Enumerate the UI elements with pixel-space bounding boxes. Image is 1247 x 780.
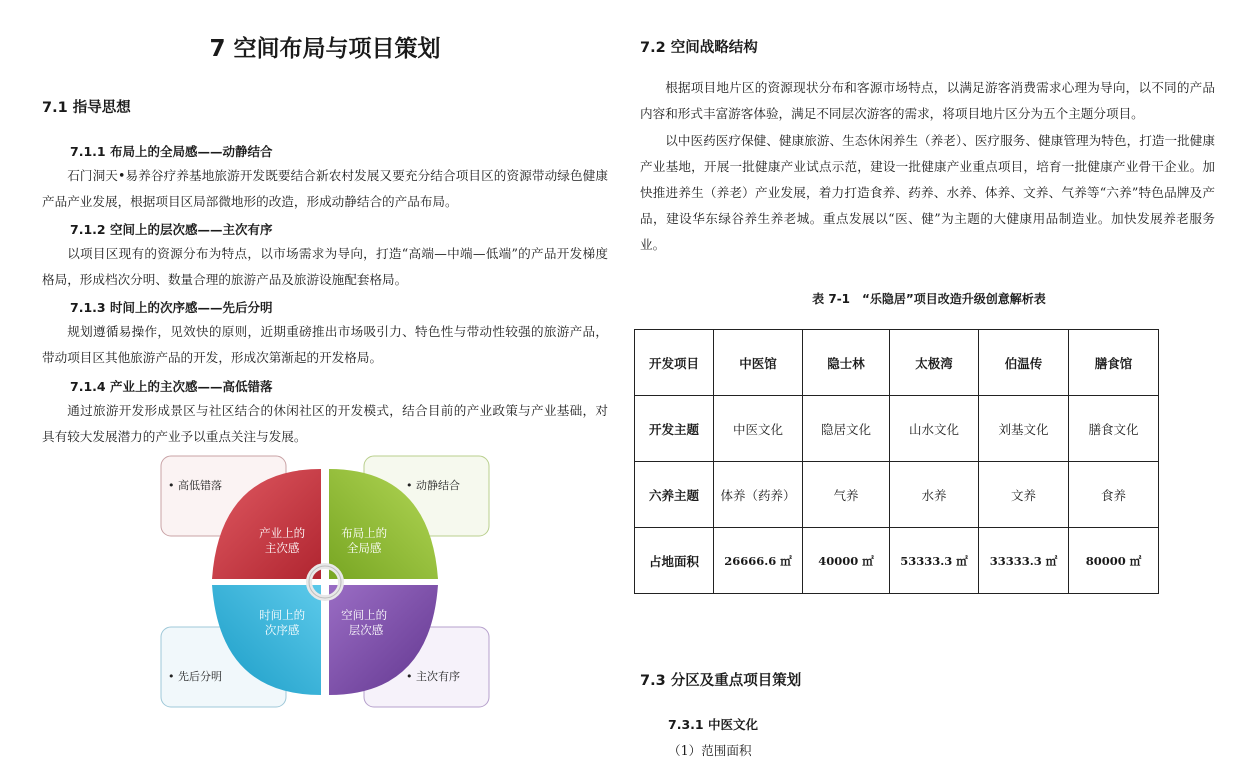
s711-text: 石门洞天•易养谷疗养基地旅游开发既要结合新农村发展又要充分结合项目区的资源带动绿色健康产品产业发展，根据项目区局部微地形的改造，形成动静结合的产品布局。 (42, 168, 608, 209)
q-tl-line2: 主次感 (264, 541, 300, 555)
s713-text: 规划遵循易操作，见效快的原则，近期重磅推出市场吸引力、特色性与带动性较强的旅游产品，带动项目区其他旅游产品的开发，形成次第渐起的开发格局。 (42, 324, 608, 365)
q-tr-line2: 全局感 (346, 541, 382, 555)
box-bl-label: • 先后分明 (168, 670, 222, 683)
q-br-line2: 层次感 (348, 623, 384, 637)
q-tl-line1: 产业上的 (259, 526, 306, 540)
box-tr-label: • 动静结合 (406, 479, 460, 492)
table-cell: 刘基文化 (979, 396, 1069, 462)
section-7-2-heading: 7.2 空间战略结构 (640, 40, 758, 56)
table-cell: 80000 ㎡ (1069, 528, 1159, 594)
table-row (635, 528, 1159, 594)
table-cell: 六养主题 (635, 462, 714, 528)
four-quadrant-diagram (160, 455, 492, 711)
s713-heading: 7.1.3 时间上的次序感——先后分明 (70, 300, 273, 315)
section-7-2-paragraph-1: 根据项目地片区的资源现状分布和客源市场特点，以满足游客消费需求心理为导向，以不同的产品内容和形式丰富游客体验，满足不同层次游客的需求，将项目地片区分为五个主题分项目。 (640, 80, 1215, 121)
table-cell: 隐士林 (803, 330, 890, 396)
s714-text: 通过旅游开发形成景区与社区结合的休闲社区的开发模式，结合目前的产业政策与产业基础，对具有较大发展潜力的产业予以重点关注与发展。 (42, 403, 608, 444)
table-cell: 膳食馆 (1069, 330, 1159, 396)
project-table (634, 329, 1159, 594)
table-cell: 隐居文化 (803, 396, 890, 462)
table-cell: 太极湾 (890, 330, 979, 396)
table-cell: 开发主题 (635, 396, 714, 462)
table-cell: 膳食文化 (1069, 396, 1159, 462)
table-row (635, 462, 1159, 528)
table-cell: 体养（药养） (714, 462, 803, 528)
s731-heading: 7.3.1 中医文化 (668, 717, 758, 732)
table-cell: 26666.6 ㎡ (714, 528, 803, 594)
box-tl-label: • 高低错落 (168, 479, 222, 492)
table-row (635, 396, 1159, 462)
s714-heading: 7.1.4 产业上的主次感——高低错落 (70, 379, 273, 394)
s711-heading: 7.1.1 布局上的全局感——动静结合 (70, 144, 273, 159)
svg-text:产业上的 主次感 布局上的 全局感 (259, 526, 391, 637)
table-cell: 开发项目 (635, 330, 714, 396)
table-cell: 33333.3 ㎡ (979, 528, 1069, 594)
section-7-2-paragraph-2: 以中医药医疗保健、健康旅游、生态休闲养生（养老）、医疗服务、健康管理为特色，打造一批健康产业基地，开展一批健康产业试点示范，建设一批健康产业重点项目，培育一批健康产业骨干企业。加快推进养生（养老）产业发展，着力打造食养、药养、水养、体养、文养、气养等“六养”特色品牌及产品，建设华东绿谷养生养老城。重点发展以“医、健”为主题的大健康用品制造业。加快发展养老服务业。 (640, 133, 1215, 252)
section-7-3-heading: 7.3 分区及重点项目策划 (640, 673, 802, 689)
table-row (635, 330, 1159, 396)
table-cell: 中医馆 (714, 330, 803, 396)
table-cell: 中医文化 (714, 396, 803, 462)
section-7-1-heading: 7.1 指导思想 (42, 100, 131, 116)
q-bl-line2: 次序感 (264, 623, 300, 637)
table-cell: 文养 (979, 462, 1069, 528)
box-br-label: • 主次有序 (406, 670, 460, 683)
table-cell: 占地面积 (635, 528, 714, 594)
table-cell: 伯温传 (979, 330, 1069, 396)
table-caption: 表 7-1 “乐隐居”项目改造升级创意解析表 (812, 292, 1046, 306)
q-br-line1: 空间上的 (341, 608, 388, 622)
table-cell: 40000 ㎡ (803, 528, 890, 594)
s712-heading: 7.1.2 空间上的层次感——主次有序 (70, 222, 273, 237)
table-cell: 水养 (890, 462, 979, 528)
table-cell: 食养 (1069, 462, 1159, 528)
q-bl-line1: 时间上的 (259, 608, 306, 622)
chapter-title: 7 空间布局与项目策划 (209, 36, 441, 62)
table-cell: 气养 (803, 462, 890, 528)
s731-item-1: （1）范围面积 (668, 743, 752, 758)
table-cell: 53333.3 ㎡ (890, 528, 979, 594)
q-tr-line1: 布局上的 (341, 526, 388, 540)
table-cell: 山水文化 (890, 396, 979, 462)
s712-text: 以项目区现有的资源分布为特点，以市场需求为导向，打造“高端—中端—低端”的产品开发梯度格局，形成档次分明、数量合理的旅游产品及旅游设施配套格局。 (42, 246, 608, 287)
